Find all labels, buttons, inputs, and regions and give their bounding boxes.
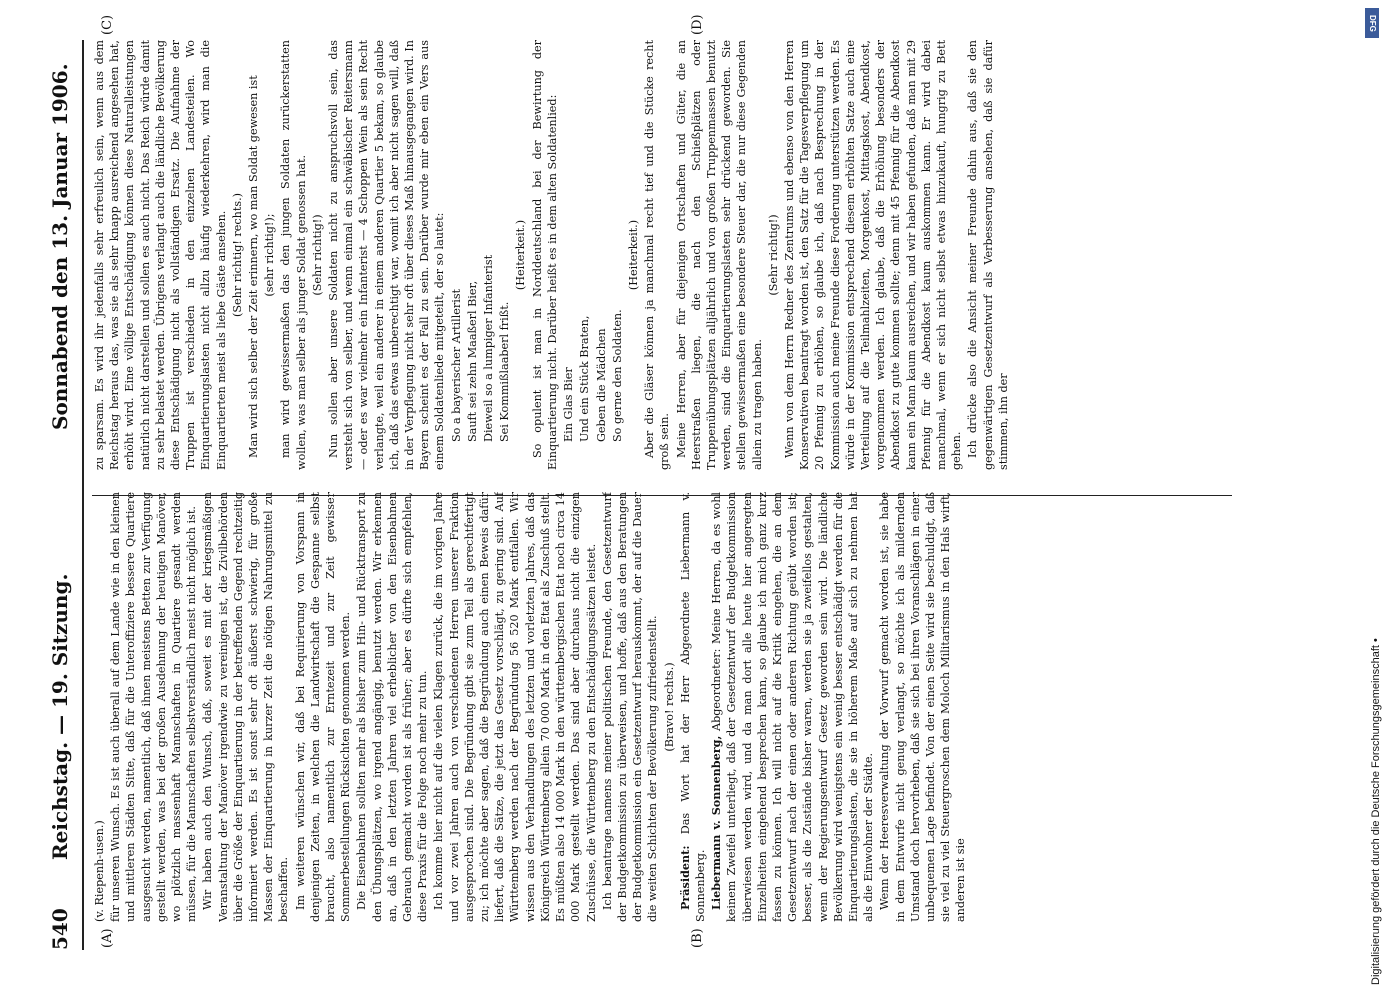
speech-text: Das Wort hat der Herr Abgeordnete Liebermann v. Sonnenberg. <box>678 492 707 922</box>
interjection: (Heiterkeit.) <box>626 219 640 291</box>
session-title: Reichstag. — 19. Sitzung. <box>48 573 72 860</box>
paragraph: Man wird sich selber der Zeit erinnern, wo man Soldat gewesen ist <box>247 75 261 458</box>
interjection: (sehr richtig!); <box>263 213 277 297</box>
paragraph: (v. Riepenh-usen.) <box>93 820 106 922</box>
verse-line: Sauft sei zehn Maaßerl Bier, <box>465 280 479 442</box>
text-column-right <box>92 40 1242 470</box>
text-column-left <box>92 492 1242 922</box>
verse-line: So gerne den Soldaten. <box>610 309 624 442</box>
verse-line: Ein Glas Bier <box>562 367 576 442</box>
verse-line: Geben die Mädchen <box>594 328 608 442</box>
header-rule <box>82 40 84 950</box>
paragraph: Ich beantrage namens meiner politischen Freunde, den Gesetzentwurf der Budgetkommission zu überweisen, und hoffe, daß aus den Beratungen der Budgetkommission ein Gesetzentwurf herauskommt, der auf die Dauer die weiten Schichten der Bevölkerung zufriedenstellt. <box>600 492 660 922</box>
paragraph: So opulent ist man in Norddeutschland bei der Bewirtung der Einquartierung nicht. Darüber heißt es in dem alten Soldatenlied: <box>530 40 559 470</box>
verse-line: Sei Kommißlaaberl frißt. <box>498 301 512 442</box>
margin-letter-d: (D) <box>690 14 705 35</box>
paragraph: Meine Herren, aber für diejenigen Ortschaften und Güter, die an Heerstraßen liegen, die nach den Schießplätzen oder Truppenübungsplätzen alljährlich und von großen Truppenmassen benutzt werden, sind die Einquartierungslasten sehr drückend geworden. Sie stellen gewissermaßen eine besondere Steuer dar, die nur diese Gegenden allein zu tragen haben. <box>674 40 764 470</box>
interjection: (Sehr richtig! rechts.) <box>230 192 244 318</box>
paragraph: zu sparsam. Es wird ihr jedenfalls sehr erfreulich sein, wenn aus dem Reichstag heraus das, was sie als sehr knapp ausreichend angesehen hat, erhöht wird. Eine völlige Entschädigung können diese Naturalleistungen natürlich nicht darstellen und sollen es auch nicht. Das Reich würde damit zu sehr belastet werden. Übrigens verlangt auch die ländliche Bevölkerung diese Entschädigung nicht als vollständigen Ersatz. Die Aufnahme der Truppen ist verschieden in den einzelnen Landesteilen. Wo Einquartierungslasten nicht allzu häufig wiederkehren, wird man die Einquartierten meist als liebe Gäste ansehen. <box>93 40 228 470</box>
paragraph: Ich drücke also die Ansicht meiner Freunde dahin aus, daß sie den gegenwärtigen Gesetzentwurf als Verbesserung ansehen, daß sie dafür stimmen, ihn der <box>966 40 1010 470</box>
verse-line: Dieweil so a lumpiger Infanterist <box>482 254 496 442</box>
interjection: (Bravo! rechts.) <box>662 662 676 752</box>
paragraph: Im weiteren wünschen wir, daß bei Requirierung von Vorspann in denjenigen Zeiten, in welchen die Landwirtschaft die Gespanne selbst braucht, also namentlich zur Erntezeit und zur Zeit gewisser Sommerbestellungen Rücksichten genommen werden. <box>293 492 353 922</box>
paragraph: Wenn von dem Herrn Redner des Zentrums und ebenso von den Herren Konservativen beantragt worden ist, den Satz für die Tagesverpflegung um 20 Pfennig zu erhöhen, so glaube ich, daß nach Besprechung in der Kommission auch meine Freunde diese Forderung unterstützen werden. Es würde in der Kommission entsprechend diesem erhöhten Satze auch eine Verteilung auf die Teilmahlzeiten, Morgenkost, Mittagskost, Abendkost, vorgenommen werden. Ich glaube, daß die Erhöhung besonders der Abendkost zu gute kommen sollte; denn mit 45 Pfennig für die Abendkost kann ein Mann kaum ausreichen, und wir haben gefunden, daß man mit 29 Pfennig für die Abendkost kaum auskommen kann. Er wird dabei manchmal, wenn er sich nicht selbst etwas hinzukauft, hungrig zu Bett gehen. <box>782 40 964 470</box>
session-date: Sonnabend den 13. Januar 1906. <box>48 63 72 430</box>
speaker-paragraph <box>709 492 876 922</box>
verse-line: Und ein Stück Braten, <box>578 315 592 442</box>
dfg-logo: DFG <box>1365 8 1379 38</box>
interjection: (Sehr richtig!) <box>310 214 324 296</box>
paragraph: Aber die Gläser können ja manchmal recht tief und die Stücke recht groß sein. <box>643 40 672 470</box>
margin-letter-b: (B) <box>690 928 705 948</box>
speaker-paragraph <box>678 492 708 922</box>
paragraph: Wenn der Heeresverwaltung der Vorwurf gemacht worden ist, sie habe in dem Entwurfe nicht genug verlangt, so möchte ich als mildernden Umstand doch hervorheben, daß sie sich bei ihren Voranschlägen in einer unbequemen Lage befindet. Von der einen Seite wird sie beschuldigt, daß sie viel zu viel Steuergroschen dem Moloch Militarismus in den Hals wirft, anderen ist sie <box>878 492 968 922</box>
paragraph: man wird gewissermaßen das den jungen Soldaten zurückerstatten wollen, was man selber als junger Soldat genossen hat. <box>279 40 308 470</box>
speaker-name: Liebermann v. Sonnenberg, <box>709 735 724 910</box>
paragraph: Wir haben auch den Wunsch, daß, soweit es mit der kriegsmäßigen Veranstaltung der Manöver irgendwie zu vereinigen ist, die Zivilbehörden über die Größe der Einquartierung in der betreffenden Gegend rechtzeitig informiert werden. Es ist sonst sehr oft äußerst schwierig, für große Massen der Einquartierung in kurzer Zeit die nötigen Nahrungsmittel zu beschaffen. <box>201 492 291 922</box>
digitization-note: Digitalisierung gefördert durch die Deutsche Forschungsgemeinschaft • <box>1370 638 1382 985</box>
page-number: 540 <box>48 908 72 950</box>
paragraph: Nun sollen aber unsere Soldaten nicht zu anspruchsvoll sein, das versteht sich von selber, und wenn einmal ein schwäbischer Reitersmann — oder es war vielmehr ein Infanterist — 4 Schoppen Wein als sein Recht verlangte, weil ein anderer in einem anderen Quartier 5 bekam, so glaube ich, daß das etwas unberechtigt war, womit ich aber nicht sagen will, daß in der Verpflegung nicht sehr oft über dieses Maß hinausgegangen wird. In Bayern scheint es der Fall zu sein. Darüber wurde mir eben ein Vers aus einem Soldatenliede mitgeteilt, der so lautet: <box>327 40 447 470</box>
verse-line: So a bayerischer Artillerist <box>449 288 463 442</box>
paragraph: Ich komme hier nicht auf die vielen Klagen zurück, die im vorigen Jahre und vor zwei Jahren auch von verschiedenen Herren unserer Fraktion ausgesprochen sind. Die Begründung gibt sie zum Teil als gerechtfertigt zu; ich möchte aber sagen, daß die Begründung auch einen Beweis dafür liefert, daß die Sätze, die jetzt das Gesetz vorschlägt, zu gering sind. Auf Württemberg werden nach der Begründung 56 520 Mark entfallen. Wir wissen aus den Verhandlungen des letzten und vorletzten Jahres, daß das Königreich Württemberg allein 70 000 Mark in den Etat als Zuschuß stellt. Es müßten also 14 000 Mark in den württembergischen Etat noch circa 14 000 Mark gestellt werden. Das sind aber durchaus nicht die einzigen Zuschüsse, die Württemberg zu den Entschädigungssätzen leistet. <box>432 492 598 922</box>
speech-text: Abgeordneter: Meine Herren, da es wohl keinem Zweifel unterliegt, daß der Gesetzentwurf der Budgetkommission überwiesen werden wird, und da man dort alle heute hier angeregten Einzelheiten eingehend besprechen kann, so glaube ich mich ganz kurz fassen zu können. Ich will nicht auf die Kritik eingehen, die an dem Gesetzentwurf nach der einen oder anderen Richtung geübt worden ist; besser, als die Zustände bisher waren, werden sie ja zweifellos gestalten, wenn der Regierungsentwurf Gesetz geworden sein wird. Die ländliche Bevölkerung wird wenigstens ein wenig besser entschädigt werden für die Einquartierungslasten, die sie in höherem Maße auf sich zu nehmen hat als die Einwohner der Städte. <box>710 492 876 922</box>
interjection: (Heiterkeit.) <box>514 219 528 291</box>
page-header <box>40 40 80 950</box>
margin-letter-c: (C) <box>100 14 115 35</box>
paragraph: für unseren Wunsch. Es ist auch überall auf dem Lande wie in den kleinen und mittleren Städten Sitte, daß für die Unteroffiziere bessere Quartiere ausgesucht werden, namentlich, daß ihnen meistens Betten zur Verfügung gestellt werden, was bei der großen Ausdehnung der heutigen Manöver, wo plötzlich massenhaft Mannschaften in Quartiere gesandt werden müssen, für die Mannschaften selbstverständlich meist nicht möglich ist. <box>109 492 199 922</box>
interjection: (Sehr richtig!) <box>766 214 780 296</box>
margin-letter-a: (A) <box>100 928 115 948</box>
paragraph: Die Eisenbahnen sollten mehr als bisher zum Hin- und Rücktransport zu den Übungsplätzen, wo irgend angängig, benutzt werden. Wir erkennen an, daß in den letzten Jahren viel erheblicher von den Eisenbahnen Gebrauch gemacht worden ist als früher; aber es dürfte sich empfehlen, diese Praxis für die Folge noch mehr zu tun. <box>355 492 430 922</box>
speaker-name: Präsident: <box>677 845 692 910</box>
